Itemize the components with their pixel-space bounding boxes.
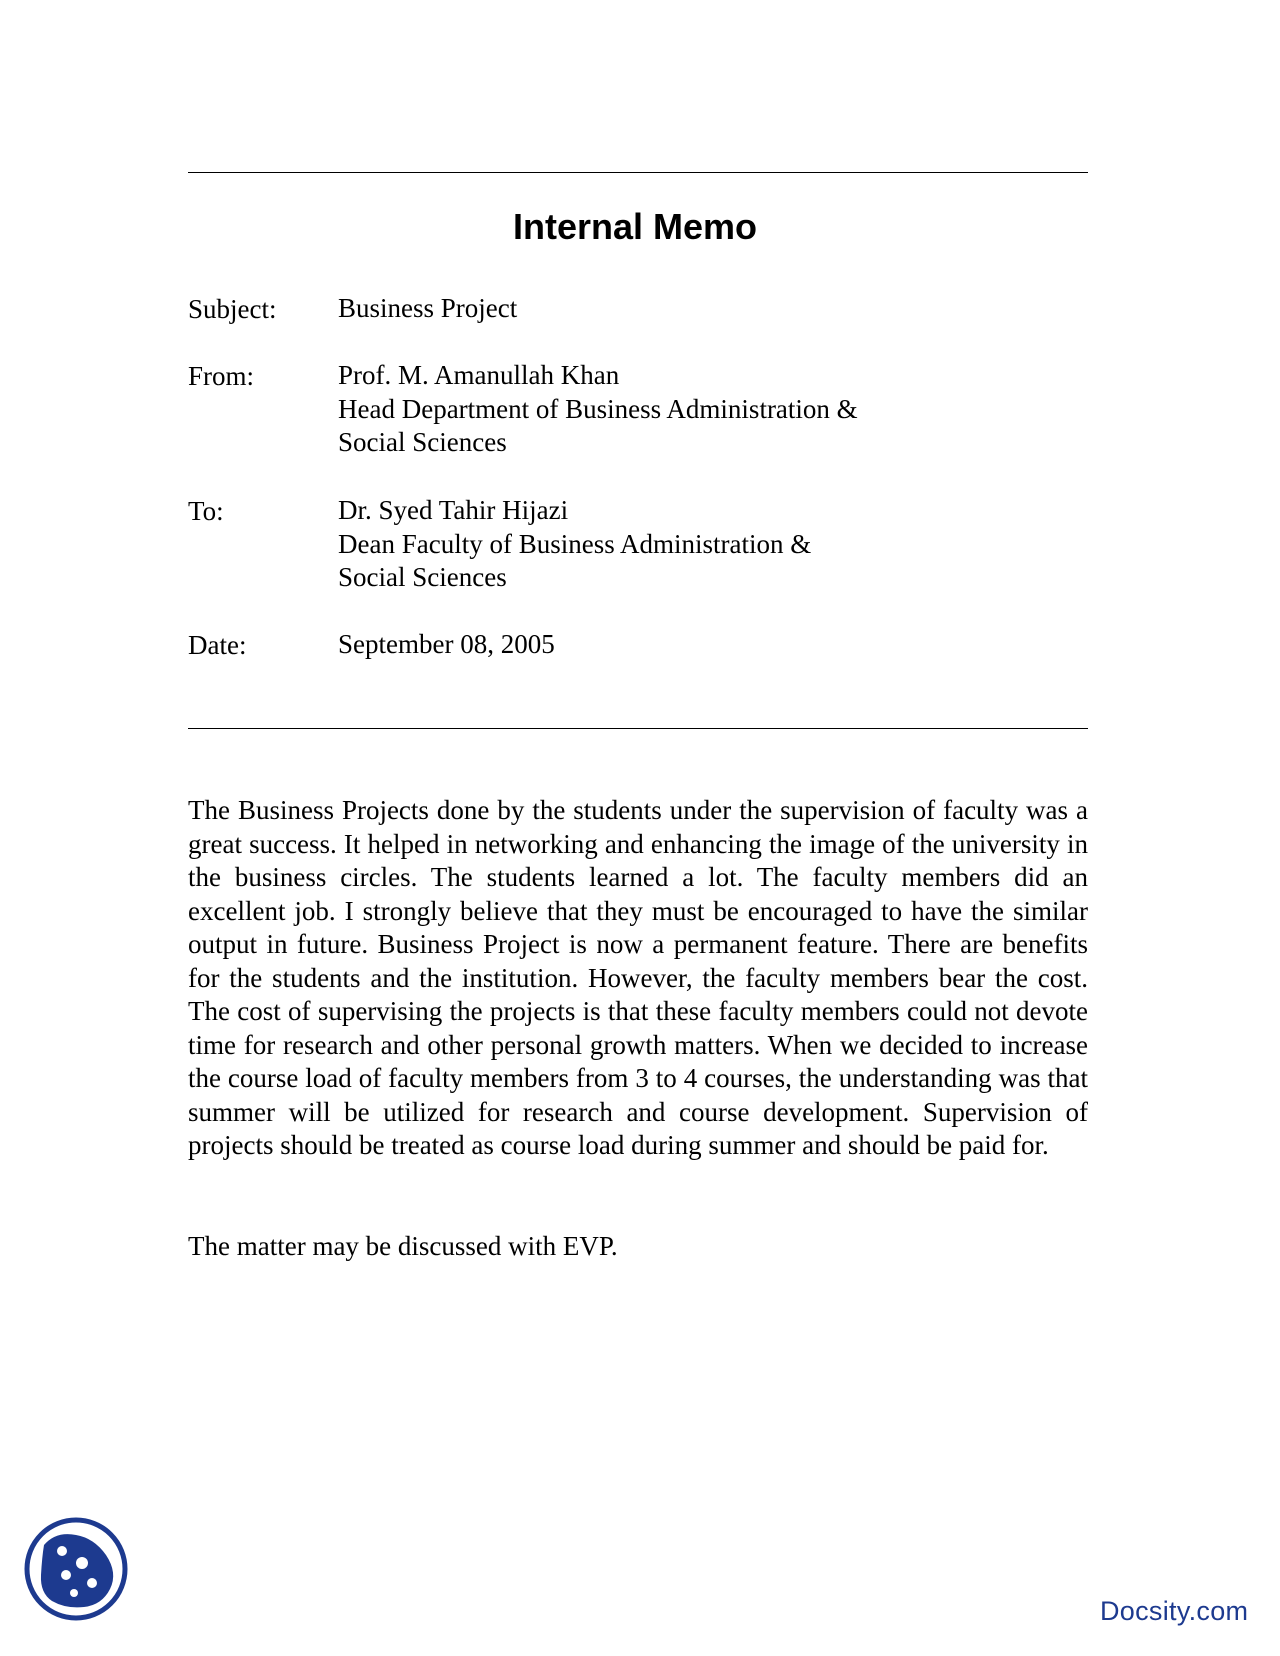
subject-value	[338, 292, 517, 326]
to-title: Dean Faculty of Business Administration &	[338, 528, 812, 559]
from-title: Head Department of Business Administration &	[338, 393, 858, 424]
from-title-cont: Social Sciences	[338, 427, 507, 457]
docsity-logo-icon	[22, 1515, 130, 1623]
bottom-divider	[188, 728, 1088, 729]
to-value	[338, 494, 811, 595]
from-value	[338, 359, 858, 460]
memo-title: Internal Memo	[512, 206, 758, 247]
memo-body-paragraph: The Business Projects done by the students under the supervision of faculty was a great success. It helped in networking and enhancing the image of the university in the business circles. The students learned a lot. The faculty members did an excellent job. I strongly believe that they must be encouraged to have the similar output in future. Business Project is now a permanent feature. There are benefits for the students and the institution. However, the faculty members bear the cost. The cost of supervising the projects is that these faculty members could not devote time for research and other personal growth matters. When we decided to increase the course load of faculty members from 3 to 4 courses, the understanding was that summer will be utilized for research and course development. Supervision of projects should be treated as course load during summer and should be paid for.	[188, 795, 1088, 1160]
memo-closing-paragraph: The matter may be discussed with EVP.	[188, 1231, 618, 1261]
from-name: Prof. M. Amanullah Khan	[338, 360, 620, 390]
date-value	[338, 628, 555, 662]
docsity-brand-link[interactable]: Docsity.com	[1100, 1596, 1249, 1626]
date-label: Date:	[188, 630, 247, 660]
subject-text: Business Project	[338, 293, 518, 323]
subject-label: Subject:	[188, 294, 277, 324]
date-text: September 08, 2005	[338, 629, 555, 659]
top-divider	[188, 172, 1088, 173]
to-title-cont: Social Sciences	[338, 562, 507, 592]
to-label: To:	[188, 496, 224, 526]
from-label: From:	[188, 361, 255, 391]
to-name: Dr. Syed Tahir Hijazi	[338, 495, 569, 525]
